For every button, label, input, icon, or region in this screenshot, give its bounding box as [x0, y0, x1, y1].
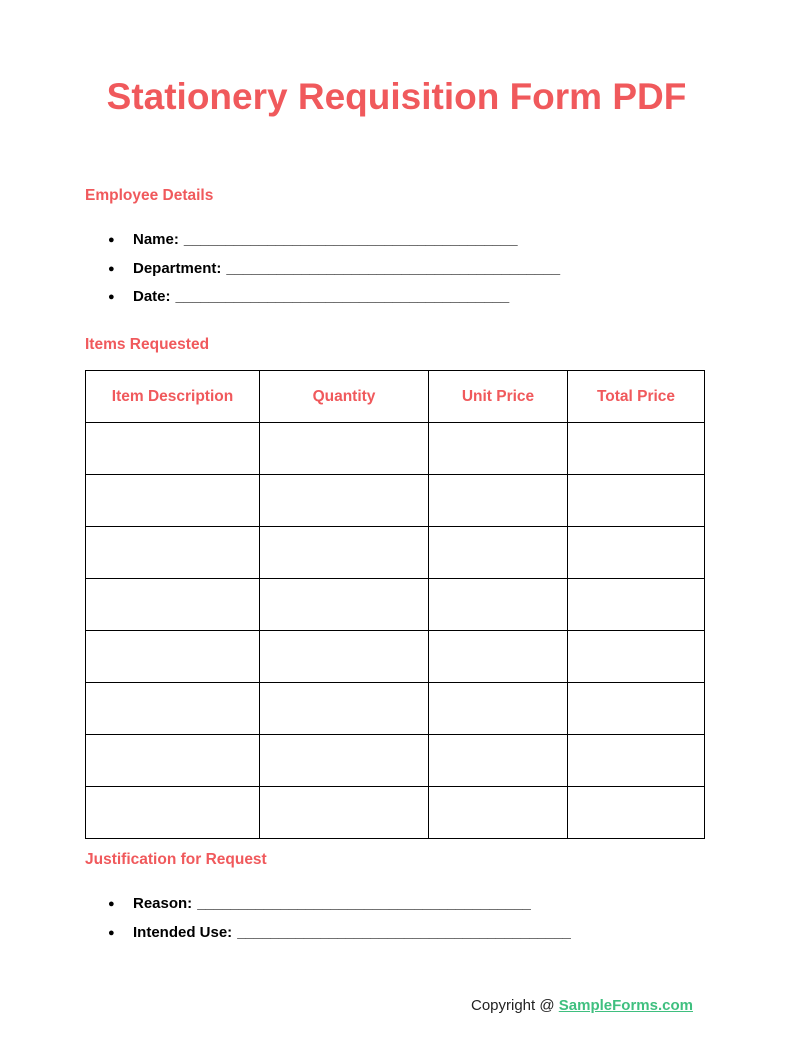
unit-price-cell[interactable]	[429, 527, 568, 579]
quantity-cell[interactable]	[260, 527, 429, 579]
table-row	[86, 735, 705, 787]
item-description-cell[interactable]	[86, 631, 260, 683]
date-field	[108, 287, 560, 316]
department-input-line[interactable]: ________________________________________	[226, 259, 561, 277]
intended-use-input-line[interactable]: ________________________________________	[237, 923, 571, 941]
date-input-line[interactable]: ________________________________________	[175, 288, 510, 305]
bullet-icon: ●	[108, 262, 115, 275]
item-description-cell[interactable]	[86, 787, 260, 839]
unit-price-cell[interactable]	[429, 787, 568, 839]
total-price-cell[interactable]	[568, 527, 705, 579]
total-price-cell[interactable]	[568, 683, 705, 735]
table-row	[86, 683, 705, 735]
bullet-icon: ●	[108, 234, 115, 246]
department-label: Department:	[133, 259, 222, 277]
reason-field	[108, 894, 571, 923]
table-row	[86, 527, 705, 579]
intended-use-label: Intended Use:	[133, 923, 233, 941]
item-description-cell[interactable]	[86, 579, 260, 631]
bullet-icon: ●	[108, 898, 115, 910]
employee-details-heading: Employee Details	[85, 187, 214, 204]
table-row	[86, 787, 705, 839]
name-input-line[interactable]: ________________________________________	[183, 231, 518, 248]
quantity-cell[interactable]	[260, 735, 429, 787]
unit-price-cell[interactable]	[429, 423, 568, 475]
total-price-cell[interactable]	[568, 475, 705, 527]
items-requested-heading: Items Requested	[85, 336, 210, 353]
name-label: Name:	[133, 231, 179, 248]
table-row	[86, 631, 705, 683]
unit-price-cell[interactable]	[429, 579, 568, 631]
item-description-cell[interactable]	[86, 735, 260, 787]
column-header-quantity: Quantity	[260, 371, 429, 423]
unit-price-cell[interactable]	[429, 735, 568, 787]
date-label: Date:	[133, 288, 171, 305]
quantity-cell[interactable]	[260, 423, 429, 475]
total-price-cell[interactable]	[568, 423, 705, 475]
column-header-unit-price: Unit Price	[429, 371, 568, 423]
total-price-cell[interactable]	[568, 631, 705, 683]
table-row	[86, 579, 705, 631]
item-description-cell[interactable]	[86, 423, 260, 475]
justification-list	[108, 894, 571, 951]
department-field	[108, 259, 560, 288]
copyright-footer	[471, 996, 693, 1016]
total-price-cell[interactable]	[568, 787, 705, 839]
quantity-cell[interactable]	[260, 579, 429, 631]
table-row	[86, 423, 705, 475]
total-price-cell[interactable]	[568, 735, 705, 787]
unit-price-cell[interactable]	[429, 631, 568, 683]
quantity-cell[interactable]	[260, 631, 429, 683]
justification-heading: Justification for Request	[85, 851, 267, 868]
item-description-cell[interactable]	[86, 527, 260, 579]
item-description-cell[interactable]	[86, 475, 260, 527]
copyright-text: Copyright @	[471, 997, 559, 1014]
quantity-cell[interactable]	[260, 475, 429, 527]
unit-price-cell[interactable]	[429, 475, 568, 527]
bullet-icon: ●	[108, 926, 115, 939]
intended-use-field	[108, 923, 571, 952]
quantity-cell[interactable]	[260, 787, 429, 839]
reason-input-line[interactable]: ________________________________________	[197, 895, 531, 912]
items-table	[85, 370, 705, 839]
brand-link[interactable]: SampleForms.com	[558, 997, 693, 1014]
table-header-row	[86, 371, 705, 423]
quantity-cell[interactable]	[260, 683, 429, 735]
table-row	[86, 475, 705, 527]
column-header-item-description: Item Description	[86, 371, 260, 423]
unit-price-cell[interactable]	[429, 683, 568, 735]
page-title: Stationery Requisition Form PDF	[106, 76, 687, 117]
item-description-cell[interactable]	[86, 683, 260, 735]
name-field	[108, 230, 560, 259]
total-price-cell[interactable]	[568, 579, 705, 631]
column-header-total-price: Total Price	[568, 371, 705, 423]
bullet-icon: ●	[108, 291, 115, 303]
reason-label: Reason:	[133, 895, 193, 912]
employee-details-list	[108, 230, 560, 316]
